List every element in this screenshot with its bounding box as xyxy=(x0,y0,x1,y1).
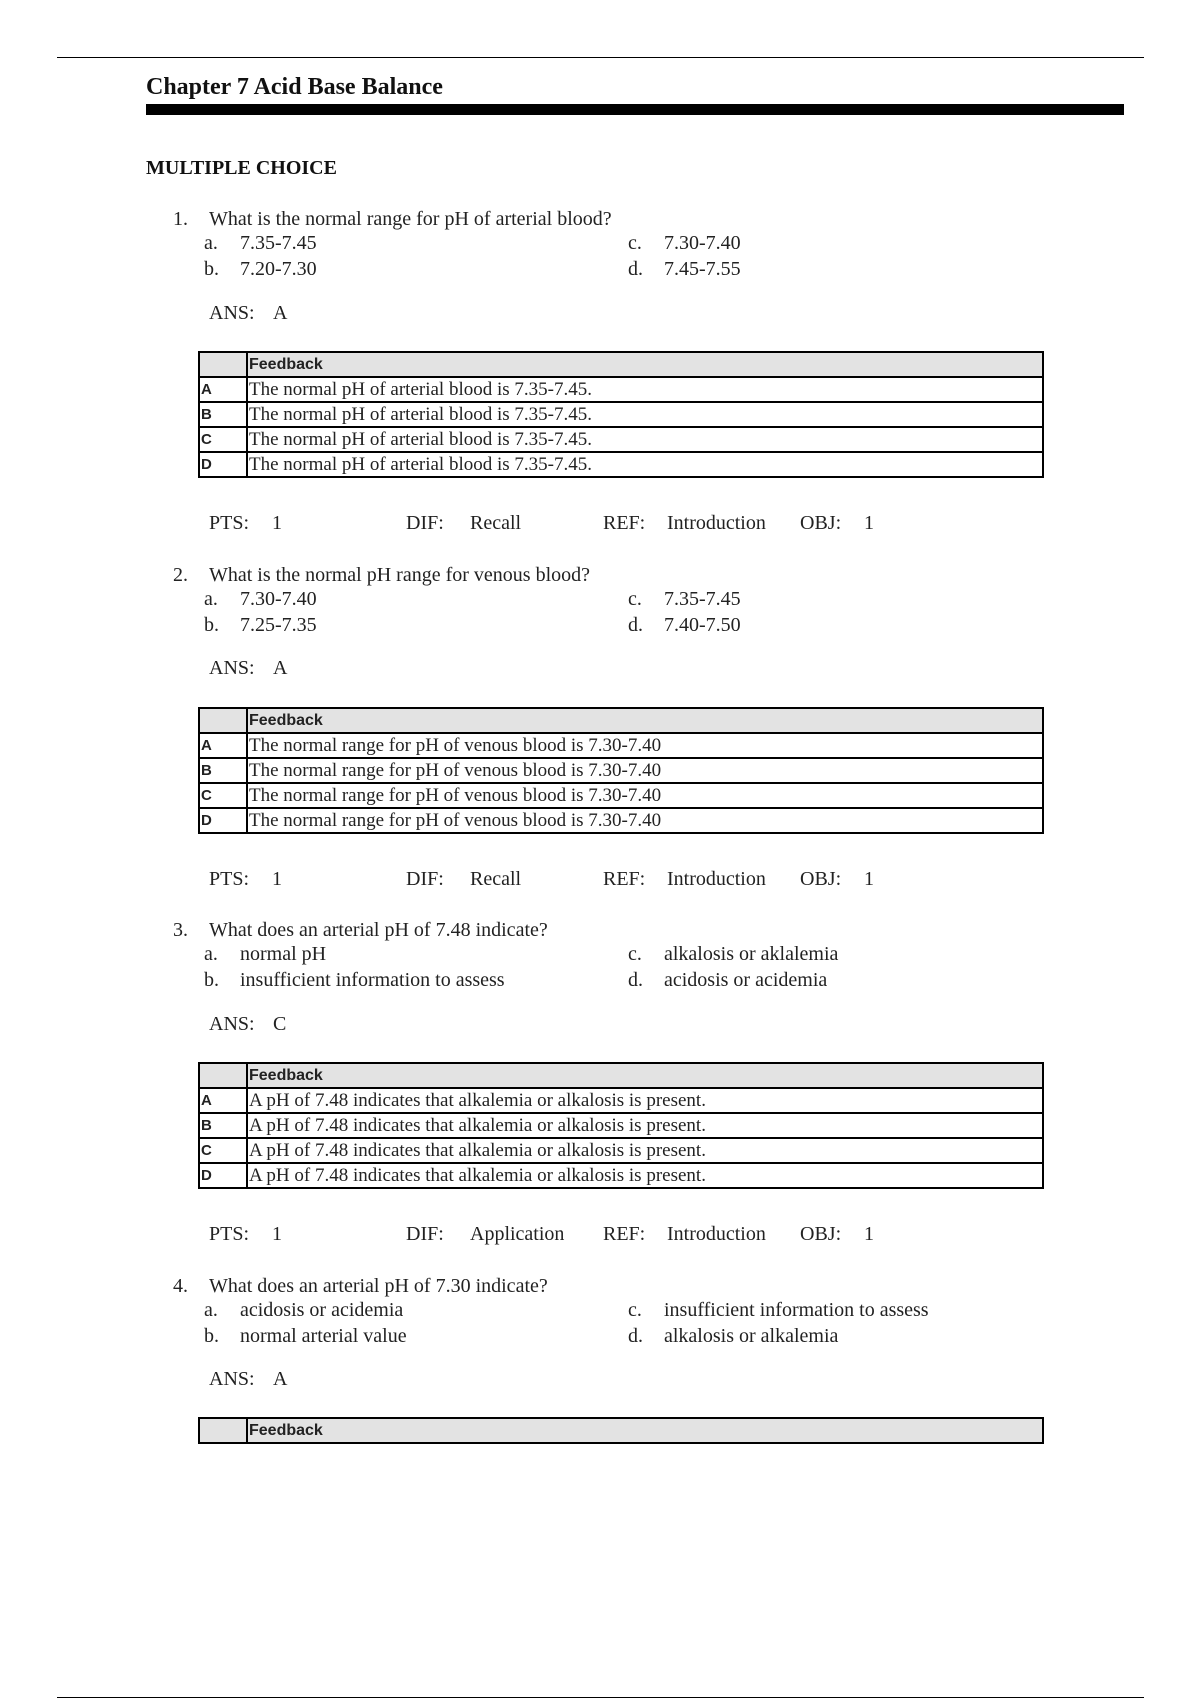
option-c: c. 7.30-7.40 xyxy=(628,232,741,254)
title-underline-bar xyxy=(146,104,1124,115)
option-d: d. alkalosis or alkalemia xyxy=(628,1325,839,1347)
option-a: a. normal pH xyxy=(204,943,327,965)
feedback-table-2 xyxy=(198,707,1044,834)
answer-line: ANS: A xyxy=(209,657,288,679)
option-d: d. acidosis or acidemia xyxy=(628,969,828,991)
answer-value: C xyxy=(273,1013,287,1035)
feedback-row: D The normal range for pH of venous blood is 7.30-7.40 xyxy=(199,808,1043,833)
section-heading: MULTIPLE CHOICE xyxy=(146,157,337,179)
feedback-table-4 xyxy=(198,1417,1044,1444)
question-stem xyxy=(173,1275,548,1298)
feedback-row: A A pH of 7.48 indicates that alkalemia or alkalosis is present. xyxy=(199,1088,1043,1113)
feedback-table-1 xyxy=(198,351,1044,478)
document-page: Chapter 7 Acid Base Balance MULTIPLE CHOICE 1. What is the normal range for pH of arterial blood? a. 7.35-7.45 c. 7.30-7.40 b. 7.20-7.30 d. 7.45-7.55 ANS: A Feedback A The normal pH of arterial blood is 7.35-7.45. B The normal pH of arterial blood is 7.35-7.45. C The normal pH of arterial blood is 7.35-7.45. D The normal pH of arterial blood is 7.35-7.45. PTS: 1 DIF: Recall REF: Introduction OBJ: 1 2. What is the normal pH range for venous blood? a. 7.30-7.40 c. 7.35-7.45 b. 7.25-7.35 d. 7.40-7.50 ANS: A Feedback A The normal range for pH of venous blood is 7.30-7.40 B The normal range for pH of venous blood is 7.30-7.40 C The normal range for pH of venous blood is 7.30-7.40 D The normal range for pH of venous blood is 7.30-7.40 PTS: 1 DIF: Recall REF: Introduction OBJ: 1 3. What does an arterial pH of 7.48 indicate? a. normal pH c. alkalosis or aklalemia b. insufficient information to assess d. acidosis or acidemia ANS: C Feedback A A pH of 7.48 indicates that alkalemia or alkalosis is present. B A pH of 7.48 indicates that alkalemia or alkalosis is present. C A pH of 7.48 indicates that alkalemia or alkalosis is present. D A pH of 7.48 indicates that alkalemia or alkalosis is present. PTS: 1 DIF: Application REF: Introduction OBJ: 1 4. What does an arterial pH of 7.30 indicate? a. acidosis or acidemia c. insufficient information to assess b. normal arterial value d. alkalosis or alkalemia ANS: A Feedback xyxy=(0,0,1200,1700)
feedback-row: D The normal pH of arterial blood is 7.35-7.45. xyxy=(199,452,1043,477)
answer-line: ANS: A xyxy=(209,1368,288,1390)
feedback-header: Feedback xyxy=(247,1063,1043,1088)
feedback-table-3 xyxy=(198,1062,1044,1189)
question-text: What is the normal pH range for venous blood? xyxy=(209,564,591,586)
top-rule xyxy=(57,57,1144,58)
feedback-header: Feedback xyxy=(247,708,1043,733)
feedback-row: C The normal pH of arterial blood is 7.35-7.45. xyxy=(199,427,1043,452)
question-stem xyxy=(173,564,590,587)
option-b: b. 7.20-7.30 xyxy=(204,258,317,280)
feedback-row: A The normal range for pH of venous blood is 7.30-7.40 xyxy=(199,733,1043,758)
bottom-rule xyxy=(57,1697,1144,1698)
option-b: b. 7.25-7.35 xyxy=(204,614,317,636)
question-stem xyxy=(173,919,548,942)
answer-value: A xyxy=(273,1368,288,1390)
question-stem xyxy=(173,208,612,231)
question-number: 1. xyxy=(173,208,188,230)
option-c: c. insufficient information to assess xyxy=(628,1299,929,1321)
option-a: a. 7.30-7.40 xyxy=(204,588,317,610)
question-number: 2. xyxy=(173,564,188,586)
question-number: 3. xyxy=(173,919,188,941)
feedback-row: B The normal pH of arterial blood is 7.35-7.45. xyxy=(199,402,1043,427)
question-text: What does an arterial pH of 7.48 indicate? xyxy=(209,919,548,941)
answer-line: ANS: A xyxy=(209,302,288,324)
chapter-title: Chapter 7 Acid Base Balance xyxy=(146,74,443,100)
feedback-row: B The normal range for pH of venous blood is 7.30-7.40 xyxy=(199,758,1043,783)
feedback-row: C A pH of 7.48 indicates that alkalemia or alkalosis is present. xyxy=(199,1138,1043,1163)
option-d: d. 7.45-7.55 xyxy=(628,258,741,280)
feedback-row: D A pH of 7.48 indicates that alkalemia or alkalosis is present. xyxy=(199,1163,1043,1188)
option-c: c. alkalosis or aklalemia xyxy=(628,943,839,965)
answer-value: A xyxy=(273,302,288,324)
feedback-row: B A pH of 7.48 indicates that alkalemia or alkalosis is present. xyxy=(199,1113,1043,1138)
option-b: b. normal arterial value xyxy=(204,1325,407,1347)
question-text: What is the normal range for pH of arterial blood? xyxy=(209,208,612,230)
option-a: a. 7.35-7.45 xyxy=(204,232,317,254)
answer-value: A xyxy=(273,657,288,679)
question-number: 4. xyxy=(173,1275,188,1297)
option-a: a. acidosis or acidemia xyxy=(204,1299,404,1321)
feedback-row: C The normal range for pH of venous blood is 7.30-7.40 xyxy=(199,783,1043,808)
question-text: What does an arterial pH of 7.30 indicate? xyxy=(209,1275,548,1297)
feedback-header: Feedback xyxy=(247,1418,1043,1443)
feedback-header: Feedback xyxy=(247,352,1043,377)
answer-line: ANS: C xyxy=(209,1013,287,1035)
option-d: d. 7.40-7.50 xyxy=(628,614,741,636)
option-b: b. insufficient information to assess xyxy=(204,969,505,991)
option-c: c. 7.35-7.45 xyxy=(628,588,741,610)
feedback-row: A The normal pH of arterial blood is 7.35-7.45. xyxy=(199,377,1043,402)
